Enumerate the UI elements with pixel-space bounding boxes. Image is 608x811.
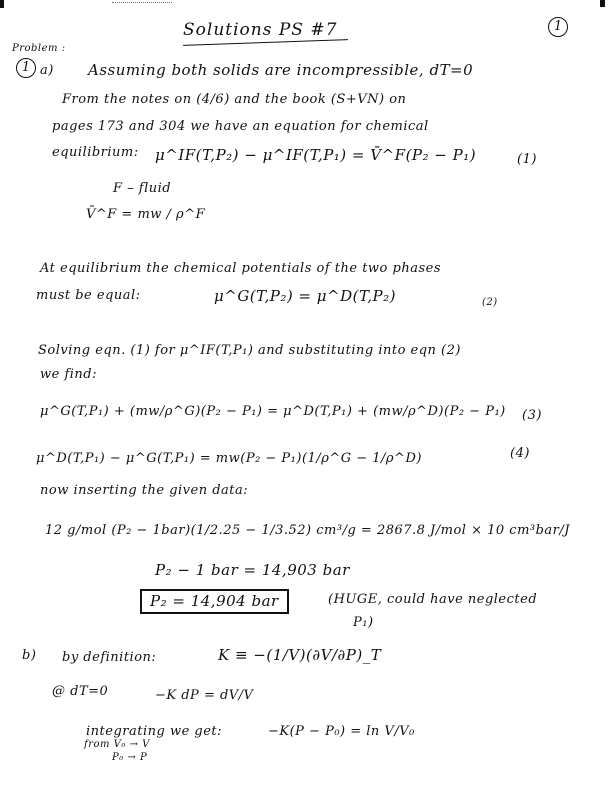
scan-right-mark: [600, 0, 605, 7]
line-equilibrium-label: equilibrium:: [52, 145, 139, 160]
scan-corner-mark: [0, 0, 4, 8]
line-fluid-def: F – fluid: [113, 181, 172, 196]
line-huge-note: (HUGE, could have neglected: [328, 592, 538, 607]
part-a-label: a): [40, 63, 54, 78]
equation-1-number: (1): [517, 152, 537, 167]
line-assuming: Assuming both solids are incompressible, dT=0: [88, 61, 474, 79]
title-underline: [183, 39, 348, 46]
page-title: Solutions PS #7: [183, 20, 338, 40]
line-limits-p: P₀ → P: [112, 752, 148, 763]
line-we-find: we find:: [40, 367, 97, 382]
page-number: 1: [548, 17, 568, 37]
line-integrating: integrating we get:: [86, 724, 223, 739]
line-p1-note: P₁): [353, 615, 374, 630]
part-b-label: b): [22, 648, 37, 663]
problem-label: Problem :: [12, 43, 66, 54]
equation-3: μ^G(T,P₁) + (mw/ρ^G)(P₂ − P₁) = μ^D(T,P₁) + (mw/ρ^D)(P₂ − P₁): [40, 404, 506, 419]
line-at-dt0: @ dT=0: [52, 684, 109, 699]
equation-4-number: (4): [510, 446, 530, 461]
boxed-result: P₂ = 14,904 bar: [140, 589, 289, 614]
equation-4: μ^D(T,P₁) − μ^G(T,P₁) = mw(P₂ − P₁)(1/ρ^G − 1/ρ^D): [36, 451, 422, 466]
line-now-inserting: now inserting the given data:: [40, 483, 249, 498]
line-must-be-equal: must be equal:: [36, 288, 141, 303]
line-solving: Solving eqn. (1) for μ^IF(T,P₁) and substituting into eqn (2): [38, 343, 461, 358]
line-limits-v: from V₀ → V: [84, 739, 150, 750]
equation-3-number: (3): [522, 408, 542, 423]
equation-2-number: (2): [482, 297, 498, 308]
equation-k-def: K ≡ −(1/V)(∂V/∂P)_T: [218, 646, 382, 664]
equation-kdp: −K dP = dV/V: [155, 688, 254, 703]
problem-number: 1: [16, 58, 36, 78]
scan-dotted-edge: [112, 2, 172, 4]
equation-1: μ^IF(T,P₂) − μ^IF(T,P₁) = V̄^F(P₂ − P₁): [155, 146, 477, 164]
line-volume-def: V̄^F = mw / ρ^F: [86, 207, 206, 222]
line-p2-minus: P₂ − 1 bar = 14,903 bar: [155, 561, 350, 579]
line-at-equilibrium: At equilibrium the chemical potentials of the two phases: [40, 261, 441, 276]
equation-integrated: −K(P − P₀) = ln V/V₀: [268, 724, 415, 739]
line-by-definition: by definition:: [62, 650, 157, 665]
line-from-notes: From the notes on (4/6) and the book (S+VN) on: [62, 92, 407, 107]
equation-2: μ^G(T,P₂) = μ^D(T,P₂): [214, 287, 397, 305]
line-pages: pages 173 and 304 we have an equation for chemical: [52, 119, 429, 134]
line-data-equation: 12 g/mol (P₂ − 1bar)(1/2.25 − 1/3.52) cm³/g = 2867.8 J/mol × 10 cm³bar/J: [45, 523, 570, 538]
